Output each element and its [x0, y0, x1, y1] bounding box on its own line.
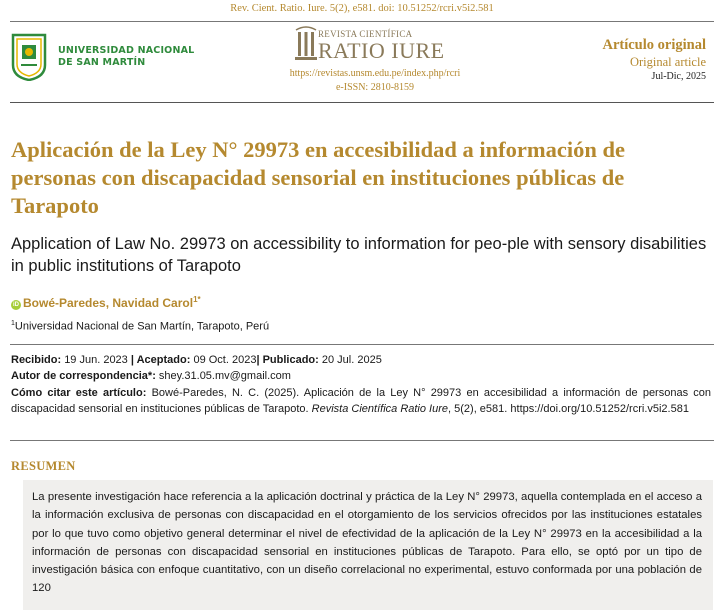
citation-doi[interactable]: https://doi.org/10.51252/rcri.v5i2.581	[510, 402, 689, 415]
corresponding-author	[11, 370, 291, 382]
abstract-heading: RESUMEN	[11, 459, 76, 473]
article-type-en: Original article	[629, 55, 706, 69]
journal-url[interactable]: https://revistas.unsm.edu.pe/index.php/rcri	[289, 68, 461, 79]
running-head: Rev. Cient. Ratio. Iure. 5(2), e581. doi: 10.51252/rcri.v5i2.581	[230, 3, 494, 14]
header-top-divider	[10, 21, 714, 22]
article-date: Jul-Dic, 2025	[651, 71, 706, 82]
abstract-text: La presente investigación hace referencia a la aplicación doctrinal y práctica de la Ley N° 29973, aquella contemplada en el acceso a la información exclusiva de personas con discapacidad en el otorgamiento de los servicios ofrecidos por las instituciones estatales por lo que tuvo como objetivo general determinar el nivel de efectividad de la aplicación de la Ley N° 29973 en la accesibilidad a la información de personas con discapacidad sensorial en instituciones públicas de Tarapoto. Para ello, se optó por un tipo de investigación básica con enfoque cuantitativo, con un diseño correlacional no experimental, estuvo conformada por una población de 120	[32, 491, 702, 595]
abstract-box	[23, 480, 713, 610]
affiliation	[11, 320, 269, 333]
dates-separator: |	[256, 354, 263, 366]
article-title-es: Aplicación de la Ley N° 29973 en accesibilidad a información de personas con discapacidad sensorial en instituciones públicas de Tarapoto	[11, 137, 625, 218]
university-name-line2: DE SAN MARTÍN	[58, 57, 146, 68]
citation-tail: , 5(2), e581.	[448, 402, 508, 415]
corresponding-label: Autor de correspondencia*:	[11, 370, 156, 382]
metadata-bottom-divider	[10, 440, 714, 441]
journal-name: RATIO IURE	[318, 38, 445, 63]
citation-block	[11, 386, 711, 417]
author-name[interactable]: Bowé-Paredes, Navidad Carol	[23, 296, 194, 310]
article-type-es: Artículo original	[602, 37, 706, 53]
university-name-line1: UNIVERSIDAD NACIONAL	[58, 45, 195, 56]
header-bottom-divider	[10, 102, 714, 103]
metadata-top-divider	[10, 344, 714, 345]
received-label: Recibido:	[11, 354, 62, 366]
corresponding-email[interactable]: shey.31.05.mv@gmail.com	[158, 370, 291, 382]
article-title-en: Application of Law No. 29973 on accessibility to information for peo-ple with sensory disabilities in public institutions of Tarapoto	[11, 235, 707, 275]
dates-separator: |	[130, 354, 137, 366]
affiliation-text: Universidad Nacional de San Martín, Tarapoto, Perú	[14, 320, 270, 333]
publication-dates	[11, 354, 382, 366]
affiliation-superscript: 1	[11, 320, 15, 327]
university-logo-icon	[11, 33, 47, 81]
journal-issn: e-ISSN: 2810-8159	[335, 82, 415, 93]
university-name	[58, 45, 194, 69]
accepted-label: Aceptado:	[136, 354, 191, 366]
received-date: 19 Jun. 2023	[64, 354, 128, 366]
journal-label: REVISTA CIENTÍFICA	[318, 29, 413, 39]
orcid-icon[interactable]: iD	[13, 302, 19, 308]
accepted-date: 09 Oct. 2023	[193, 354, 257, 366]
author-superscript: 1*	[193, 295, 201, 304]
citation-label: Cómo citar este artículo:	[11, 387, 147, 399]
journal-emblem-icon	[292, 24, 320, 64]
citation-text: Bowé-Paredes, N. C. (2025). Aplicación de la Ley N° 29973 en accesibilidad a información de personas con discapacidad sensorial en instituciones públicas de Tarapoto.	[11, 387, 711, 415]
citation-journal: Revista Científica Ratio Iure	[311, 402, 449, 415]
published-label: Publicado:	[262, 354, 319, 366]
article-type-block	[602, 36, 706, 84]
author-line	[11, 295, 201, 310]
published-date: 20 Jul. 2025	[321, 354, 382, 366]
